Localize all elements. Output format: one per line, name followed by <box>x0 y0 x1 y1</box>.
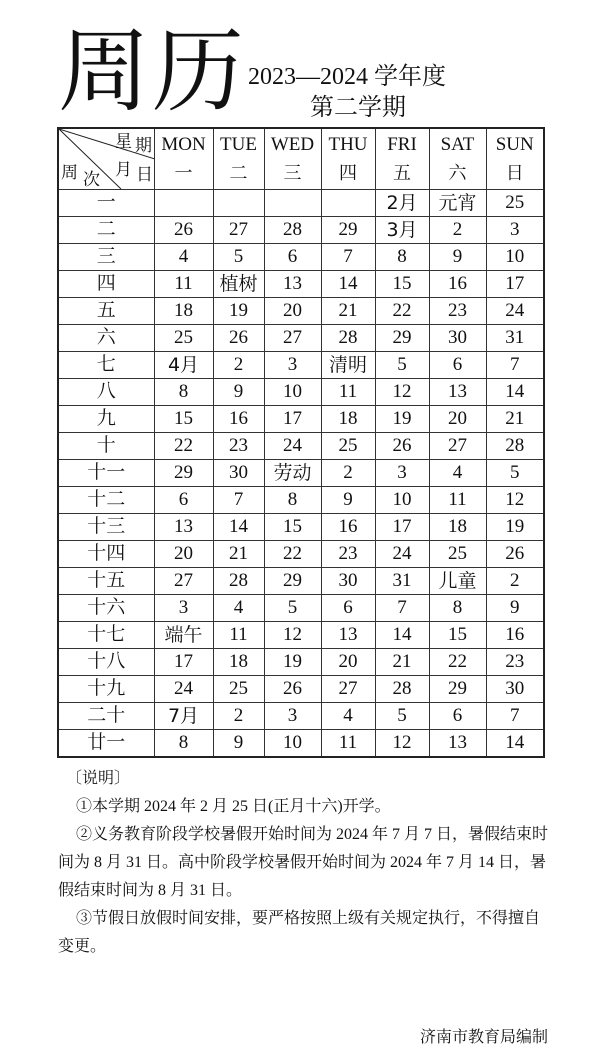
day-cell: 19 <box>264 649 321 676</box>
marked-day-cell: 7月 <box>154 703 213 730</box>
corner-label: 期 <box>135 136 152 155</box>
week-number-cell: 十六 <box>58 595 154 622</box>
col-header-sat: SAT 六 <box>429 128 486 190</box>
day-cell: 10 <box>486 244 544 271</box>
notes-section <box>58 765 548 961</box>
week-number-cell: 三 <box>58 244 154 271</box>
week-number-cell: 十九 <box>58 676 154 703</box>
table-row <box>58 487 544 514</box>
week-number-cell: 十五 <box>58 568 154 595</box>
day-cell: 13 <box>264 271 321 298</box>
day-cell: 25 <box>321 433 375 460</box>
table-row <box>58 730 544 758</box>
day-cell: 13 <box>321 622 375 649</box>
week-number-cell: 十一 <box>58 460 154 487</box>
day-cell: 25 <box>213 676 264 703</box>
day-cell: 2 <box>486 568 544 595</box>
corner-label: 星 <box>115 132 132 151</box>
day-cell: 8 <box>375 244 429 271</box>
marked-day-cell: 劳动 <box>264 460 321 487</box>
day-cell: 29 <box>375 325 429 352</box>
week-number-cell: 十七 <box>58 622 154 649</box>
day-cell: 29 <box>264 568 321 595</box>
marked-day-cell: 2月 <box>375 190 429 217</box>
day-cell: 14 <box>486 379 544 406</box>
day-cell: 7 <box>375 595 429 622</box>
day-cell: 19 <box>213 298 264 325</box>
day-cell: 26 <box>486 541 544 568</box>
marked-day-cell: 儿童 <box>429 568 486 595</box>
table-header-row <box>58 128 544 190</box>
day-cell: 2 <box>321 460 375 487</box>
marked-day-cell: 3月 <box>375 217 429 244</box>
col-header-sun: SUN 日 <box>486 128 544 190</box>
day-cell: 8 <box>154 730 213 758</box>
day-cell: 2 <box>213 352 264 379</box>
day-cell: 28 <box>213 568 264 595</box>
week-number-cell: 七 <box>58 352 154 379</box>
day-cell: 6 <box>429 352 486 379</box>
table-row <box>58 406 544 433</box>
day-cell: 4 <box>321 703 375 730</box>
day-cell: 25 <box>154 325 213 352</box>
day-cell: 29 <box>321 217 375 244</box>
day-cell: 30 <box>486 676 544 703</box>
day-cell: 9 <box>213 379 264 406</box>
day-cell: 3 <box>154 595 213 622</box>
day-cell: 8 <box>264 487 321 514</box>
day-cell: 4 <box>429 460 486 487</box>
table-row <box>58 244 544 271</box>
day-cell: 5 <box>264 595 321 622</box>
day-cell: 2 <box>429 217 486 244</box>
week-number-cell: 二十 <box>58 703 154 730</box>
day-cell <box>213 190 264 217</box>
day-cell: 18 <box>213 649 264 676</box>
day-cell: 6 <box>321 595 375 622</box>
day-cell: 18 <box>154 298 213 325</box>
day-cell: 18 <box>429 514 486 541</box>
day-cell <box>154 190 213 217</box>
day-cell: 19 <box>486 514 544 541</box>
day-cell: 13 <box>429 730 486 758</box>
day-cell: 7 <box>486 352 544 379</box>
day-cell: 29 <box>429 676 486 703</box>
day-cell: 27 <box>429 433 486 460</box>
day-cell: 9 <box>486 595 544 622</box>
table-row <box>58 568 544 595</box>
week-number-cell: 十二 <box>58 487 154 514</box>
day-cell: 25 <box>486 190 544 217</box>
week-number-cell: 十三 <box>58 514 154 541</box>
day-cell: 27 <box>264 325 321 352</box>
day-cell: 2 <box>213 703 264 730</box>
term-title: 第二学期 <box>310 95 406 121</box>
day-cell: 6 <box>264 244 321 271</box>
day-cell: 28 <box>321 325 375 352</box>
table-row <box>58 325 544 352</box>
day-cell: 16 <box>213 406 264 433</box>
day-cell: 10 <box>264 379 321 406</box>
day-cell: 16 <box>429 271 486 298</box>
week-number-cell: 九 <box>58 406 154 433</box>
day-cell: 20 <box>321 649 375 676</box>
day-cell: 23 <box>321 541 375 568</box>
day-cell: 17 <box>154 649 213 676</box>
day-cell: 12 <box>375 379 429 406</box>
day-cell: 5 <box>375 703 429 730</box>
day-cell: 26 <box>375 433 429 460</box>
day-cell: 14 <box>213 514 264 541</box>
day-cell <box>264 190 321 217</box>
day-cell: 13 <box>154 514 213 541</box>
academic-year-title: 2023—2024 学年度 <box>248 64 446 90</box>
table-row <box>58 271 544 298</box>
day-cell: 3 <box>486 217 544 244</box>
week-number-cell: 六 <box>58 325 154 352</box>
day-cell: 16 <box>486 622 544 649</box>
table-row <box>58 433 544 460</box>
day-cell: 6 <box>154 487 213 514</box>
day-cell: 14 <box>321 271 375 298</box>
day-cell: 11 <box>154 271 213 298</box>
table-row <box>58 298 544 325</box>
day-cell: 19 <box>375 406 429 433</box>
corner-label: 周 <box>61 163 78 182</box>
day-cell: 21 <box>375 649 429 676</box>
day-cell: 12 <box>264 622 321 649</box>
table-row <box>58 514 544 541</box>
day-cell: 23 <box>486 649 544 676</box>
day-cell: 9 <box>321 487 375 514</box>
notes-heading: 〔说明〕 <box>66 770 131 787</box>
day-cell: 17 <box>375 514 429 541</box>
day-cell: 12 <box>375 730 429 758</box>
day-cell: 15 <box>154 406 213 433</box>
day-cell: 23 <box>429 298 486 325</box>
week-number-cell: 四 <box>58 271 154 298</box>
day-cell: 11 <box>321 379 375 406</box>
day-cell: 31 <box>375 568 429 595</box>
day-cell: 21 <box>321 298 375 325</box>
week-number-cell: 廿一 <box>58 730 154 758</box>
day-cell: 11 <box>321 730 375 758</box>
day-cell: 14 <box>375 622 429 649</box>
day-cell <box>321 190 375 217</box>
marked-day-cell: 端午 <box>154 622 213 649</box>
marked-day-cell: 元宵 <box>429 190 486 217</box>
day-cell: 6 <box>429 703 486 730</box>
table-row <box>58 703 544 730</box>
day-cell: 28 <box>375 676 429 703</box>
table-row <box>58 622 544 649</box>
table-row <box>58 595 544 622</box>
table-row <box>58 676 544 703</box>
calendar-body <box>58 190 544 758</box>
day-cell: 15 <box>264 514 321 541</box>
table-row <box>58 217 544 244</box>
day-cell: 23 <box>213 433 264 460</box>
note-item-1: ①本学期 2024 年 2 月 25 日(正月十六)开学。 <box>76 798 391 815</box>
col-header-thu: THU 四 <box>321 128 375 190</box>
note-item-2: ②义务教育阶段学校暑假开始时间为 2024 年 7 月 7 日，暑假结束时间为 8 月 31 日。高中阶段学校暑假开始时间为 2024 年 7 月 14 日，暑假结束时间为 8 月 31 日。 <box>58 826 549 899</box>
table-row <box>58 190 544 217</box>
day-cell: 22 <box>429 649 486 676</box>
day-cell: 25 <box>429 541 486 568</box>
day-cell: 24 <box>264 433 321 460</box>
day-cell: 4 <box>213 595 264 622</box>
table-row <box>58 460 544 487</box>
corner-header-cell <box>58 128 154 190</box>
col-header-wed: WED 三 <box>264 128 321 190</box>
day-cell: 13 <box>429 379 486 406</box>
day-cell: 8 <box>429 595 486 622</box>
day-cell: 27 <box>154 568 213 595</box>
day-cell: 8 <box>154 379 213 406</box>
day-cell: 20 <box>154 541 213 568</box>
day-cell: 10 <box>375 487 429 514</box>
day-cell: 7 <box>486 703 544 730</box>
day-cell: 27 <box>321 676 375 703</box>
day-cell: 11 <box>429 487 486 514</box>
day-cell: 4 <box>154 244 213 271</box>
table-row <box>58 379 544 406</box>
week-number-cell: 一 <box>58 190 154 217</box>
day-cell: 21 <box>213 541 264 568</box>
day-cell: 17 <box>264 406 321 433</box>
table-row <box>58 352 544 379</box>
week-number-cell: 八 <box>58 379 154 406</box>
day-cell: 7 <box>213 487 264 514</box>
day-cell: 31 <box>486 325 544 352</box>
day-cell: 14 <box>486 730 544 758</box>
marked-day-cell: 清明 <box>321 352 375 379</box>
corner-label: 日 <box>136 165 153 184</box>
day-cell: 24 <box>375 541 429 568</box>
weekly-calendar-table <box>57 127 545 758</box>
note-item-3: ③节假日放假时间安排，要严格按照上级有关规定执行，不得擅自变更。 <box>58 910 541 955</box>
day-cell: 3 <box>375 460 429 487</box>
day-cell: 30 <box>321 568 375 595</box>
day-cell: 12 <box>486 487 544 514</box>
col-header-mon: MON 一 <box>154 128 213 190</box>
day-cell: 30 <box>429 325 486 352</box>
table-row <box>58 541 544 568</box>
day-cell: 18 <box>321 406 375 433</box>
day-cell: 5 <box>375 352 429 379</box>
day-cell: 22 <box>154 433 213 460</box>
day-cell: 20 <box>429 406 486 433</box>
day-cell: 27 <box>213 217 264 244</box>
week-number-cell: 二 <box>58 217 154 244</box>
day-cell: 22 <box>264 541 321 568</box>
week-number-cell: 十四 <box>58 541 154 568</box>
day-cell: 24 <box>154 676 213 703</box>
table-row <box>58 649 544 676</box>
week-number-cell: 十八 <box>58 649 154 676</box>
marked-day-cell: 植树 <box>213 271 264 298</box>
day-cell: 26 <box>154 217 213 244</box>
marked-day-cell: 4月 <box>154 352 213 379</box>
day-cell: 22 <box>375 298 429 325</box>
day-cell: 5 <box>213 244 264 271</box>
day-cell: 11 <box>213 622 264 649</box>
day-cell: 5 <box>486 460 544 487</box>
day-cell: 17 <box>486 271 544 298</box>
page-title: 周历 <box>58 18 247 125</box>
author-credit: 济南市教育局编制 <box>419 1029 548 1046</box>
day-cell: 20 <box>264 298 321 325</box>
day-cell: 3 <box>264 703 321 730</box>
day-cell: 29 <box>154 460 213 487</box>
day-cell: 3 <box>264 352 321 379</box>
week-number-cell: 十 <box>58 433 154 460</box>
corner-label: 次 <box>83 170 100 189</box>
day-cell: 30 <box>213 460 264 487</box>
day-cell: 28 <box>264 217 321 244</box>
day-cell: 9 <box>429 244 486 271</box>
day-cell: 21 <box>486 406 544 433</box>
corner-label: 月 <box>115 160 132 179</box>
day-cell: 15 <box>429 622 486 649</box>
col-header-fri: FRI 五 <box>375 128 429 190</box>
day-cell: 24 <box>486 298 544 325</box>
week-number-cell: 五 <box>58 298 154 325</box>
day-cell: 28 <box>486 433 544 460</box>
day-cell: 26 <box>213 325 264 352</box>
day-cell: 16 <box>321 514 375 541</box>
day-cell: 9 <box>213 730 264 758</box>
day-cell: 15 <box>375 271 429 298</box>
day-cell: 10 <box>264 730 321 758</box>
day-cell: 7 <box>321 244 375 271</box>
col-header-tue: TUE 二 <box>213 128 264 190</box>
day-cell: 26 <box>264 676 321 703</box>
